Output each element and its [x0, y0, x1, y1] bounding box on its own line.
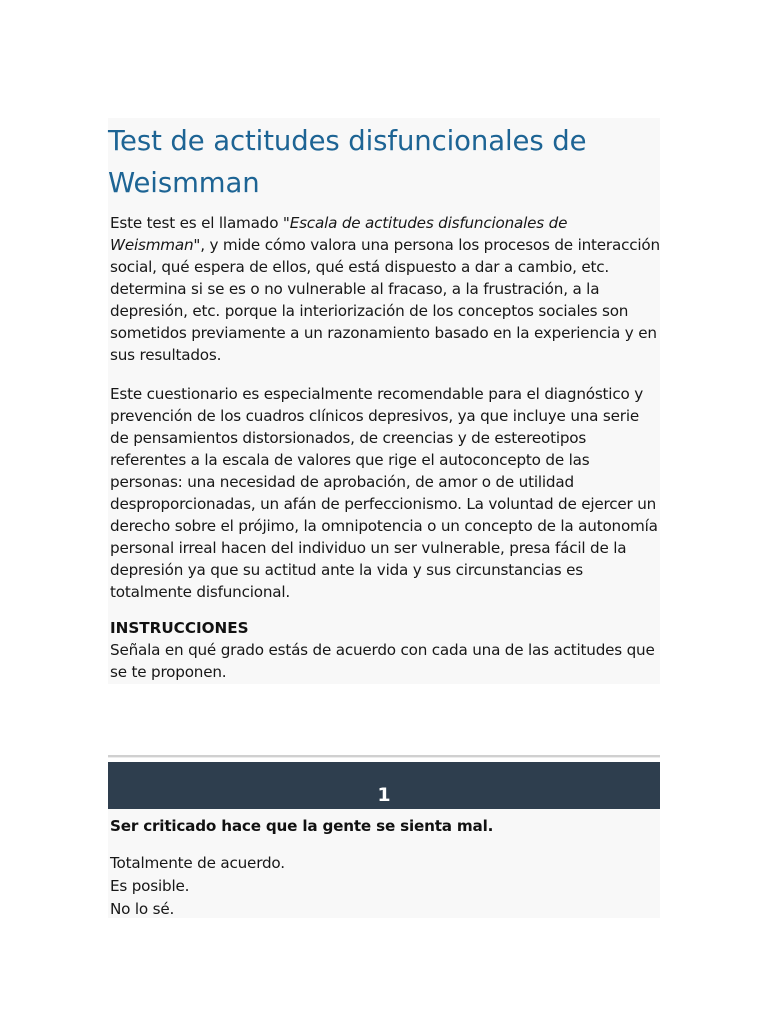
intro-paragraph-1-start: Este test es el llamado " — [110, 214, 290, 232]
answer-options — [110, 852, 285, 921]
question-number: 1 — [377, 784, 391, 806]
intro-section — [108, 118, 660, 684]
instructions-text: Señala en qué grado estás de acuerdo con cada una de las actitudes que se te proponen. — [110, 641, 655, 681]
question-text: Ser criticado hace que la gente se sienta mal. — [110, 817, 494, 835]
test-name-italic: Escala de actitudes disfuncionales de Weismman — [110, 214, 568, 254]
instructions-heading: INSTRUCCIONES — [110, 619, 249, 637]
answer-option-totalmente-de-acuerdo[interactable]: Totalmente de acuerdo. — [110, 854, 285, 872]
intro-paragraph-1 — [110, 212, 662, 366]
intro-paragraph-2: Este cuestionario es especialmente recomendable para el diagnóstico y prevención de los cuadros clínicos depresivos, ya que incluye una serie de pensamientos distorsionados, de creencias y de estereotipos referentes a la escala de valores que rige el autoconcepto de las personas: una necesidad de aprobación, de amor o de utilidad desproporcionadas, un afán de perfeccionismo. La voluntad de ejercer un derecho sobre el prójimo, la omnipotencia o un concepto de la autonomía personal irreal hacen del individuo un ser vulnerable, presa fácil de la depresión ya que su actitud ante la vida y sus circunstancias es totalmente disfuncional. — [110, 385, 658, 601]
section-divider — [108, 755, 660, 758]
question-card — [108, 809, 660, 918]
answer-option-no-lo-se[interactable]: No lo sé. — [110, 900, 175, 918]
page-title: Test de actitudes disfuncionales de Weismman — [108, 125, 587, 199]
question-header-bar — [108, 762, 660, 809]
intro-paragraph-1-end: ", y mide cómo valora una persona los procesos de interacción social, qué espera de ellos, qué está dispuesto a dar a cambio, etc. determina si se es o no vulnerable al fracaso, a la frustración, a la depresión, etc. porque la interiorización de los conceptos sociales son sometidos previamente a un razonamiento basado en la experiencia y en sus resultados. — [110, 236, 660, 364]
answer-option-es-posible[interactable]: Es posible. — [110, 877, 190, 895]
